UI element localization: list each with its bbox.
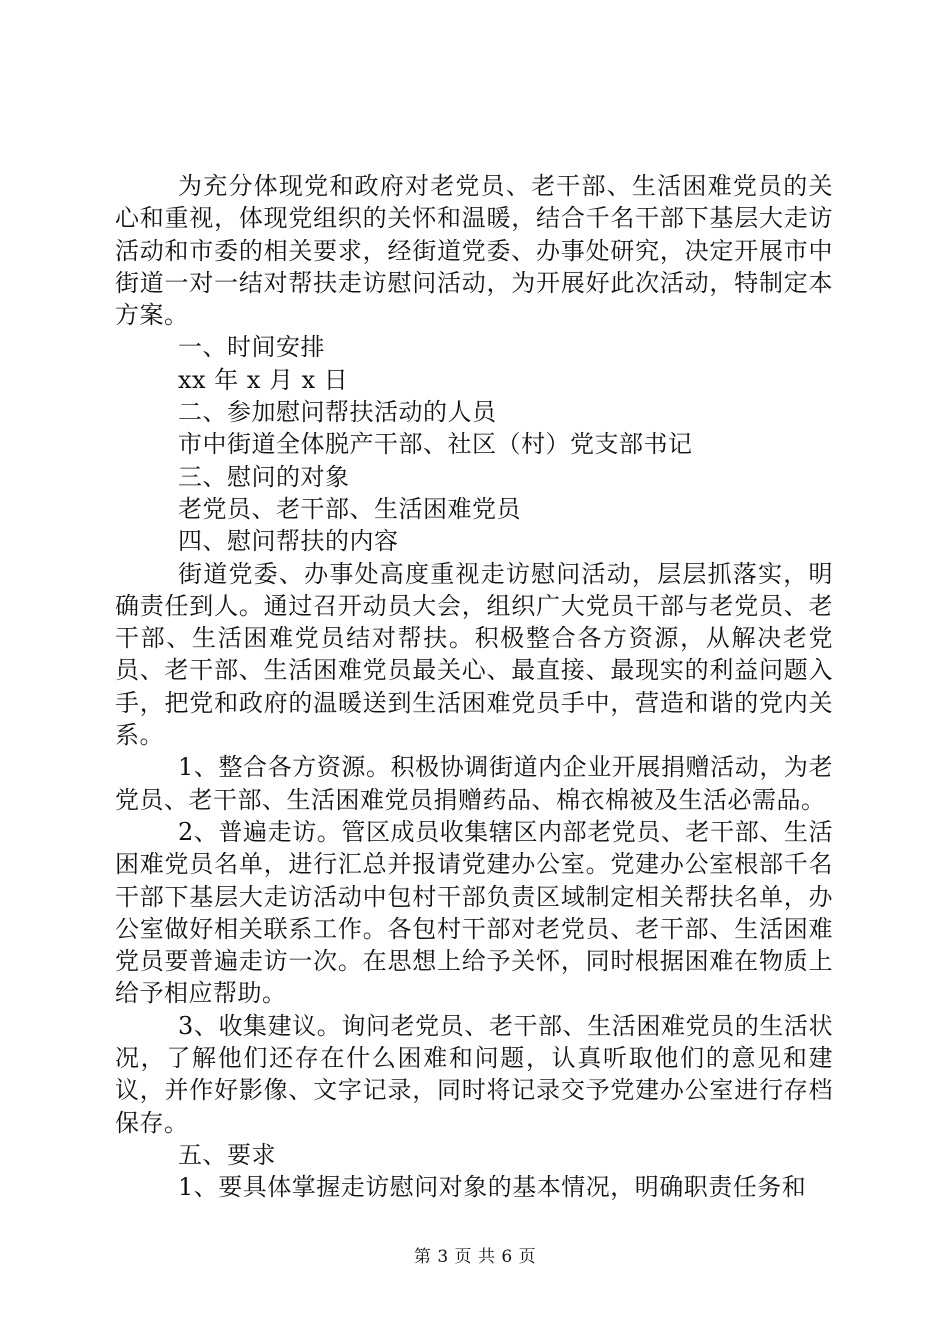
paragraph-item-1: 1、整合各方资源。积极协调街道内企业开展捐赠活动，为老党员、老干部、生活困难党员捐赠药品、棉衣棉被及生活必需品。 <box>115 753 833 814</box>
paragraph-intro: 为充分体现党和政府对老党员、老干部、生活困难党员的关心和重视，体现党组织的关怀和温暖，结合千名干部下基层大走访活动和市委的相关要求，经街道党委、办事处研究，决定开展市中街道一对一结对帮扶走访慰问活动，为开展好此次活动，特制定本方案。 <box>115 172 833 330</box>
heading-content: 四、慰问帮扶的内容 <box>178 527 399 556</box>
paragraph-item-3: 3、收集建议。询问老党员、老干部、生活困难党员的生活状况，了解他们还存在什么困难和问题，认真听取他们的意见和建议，并作好影像、文字记录，同时将记录交予党建办公室进行存档保存。 <box>115 1011 833 1137</box>
heading-targets: 三、慰问的对象 <box>178 462 350 491</box>
page-number-footer: 第 3 页 共 6 页 <box>413 1247 537 1267</box>
paragraph-requirement-1: 1、要具体掌握走访慰问对象的基本情况，明确职责任务和 <box>178 1173 807 1202</box>
heading-time-schedule: 一、时间安排 <box>178 333 325 362</box>
paragraph-content: 街道党委、办事处高度重视走访慰问活动，层层抓落实，明确责任到人。通过召开动员大会，组织广大党员干部与老党员、老干部、生活困难党员结对帮扶。积极整合各方资源，从解决老党员、老干部、生活困难党员最关心、最直接、最现实的利益问题入手，把党和政府的温暖送到生活困难党员手中，营造和谐的党内关系。 <box>115 559 833 750</box>
heading-requirements: 五、要求 <box>178 1140 276 1169</box>
date-line: xx 年 x 月 x 日 <box>178 365 349 394</box>
targets-line: 老党员、老干部、生活困难党员 <box>178 494 521 523</box>
paragraph-item-2: 2、普遍走访。管区成员收集辖区内部老党员、老干部、生活困难党员名单，进行汇总并报请党建办公室。党建办公室根部千名干部下基层大走访活动中包村干部负责区域制定相关帮扶名单，办公室做好相关联系工作。各包村干部对老党员、老干部、生活困难党员要普遍走访一次。在思想上给予关怀，同时根据困难在物质上给予相应帮助。 <box>115 817 833 1008</box>
document-body <box>115 170 833 1204</box>
heading-participants: 二、参加慰问帮扶活动的人员 <box>178 398 497 427</box>
participants-line: 市中街道全体脱产干部、社区（村）党支部书记 <box>178 430 693 459</box>
